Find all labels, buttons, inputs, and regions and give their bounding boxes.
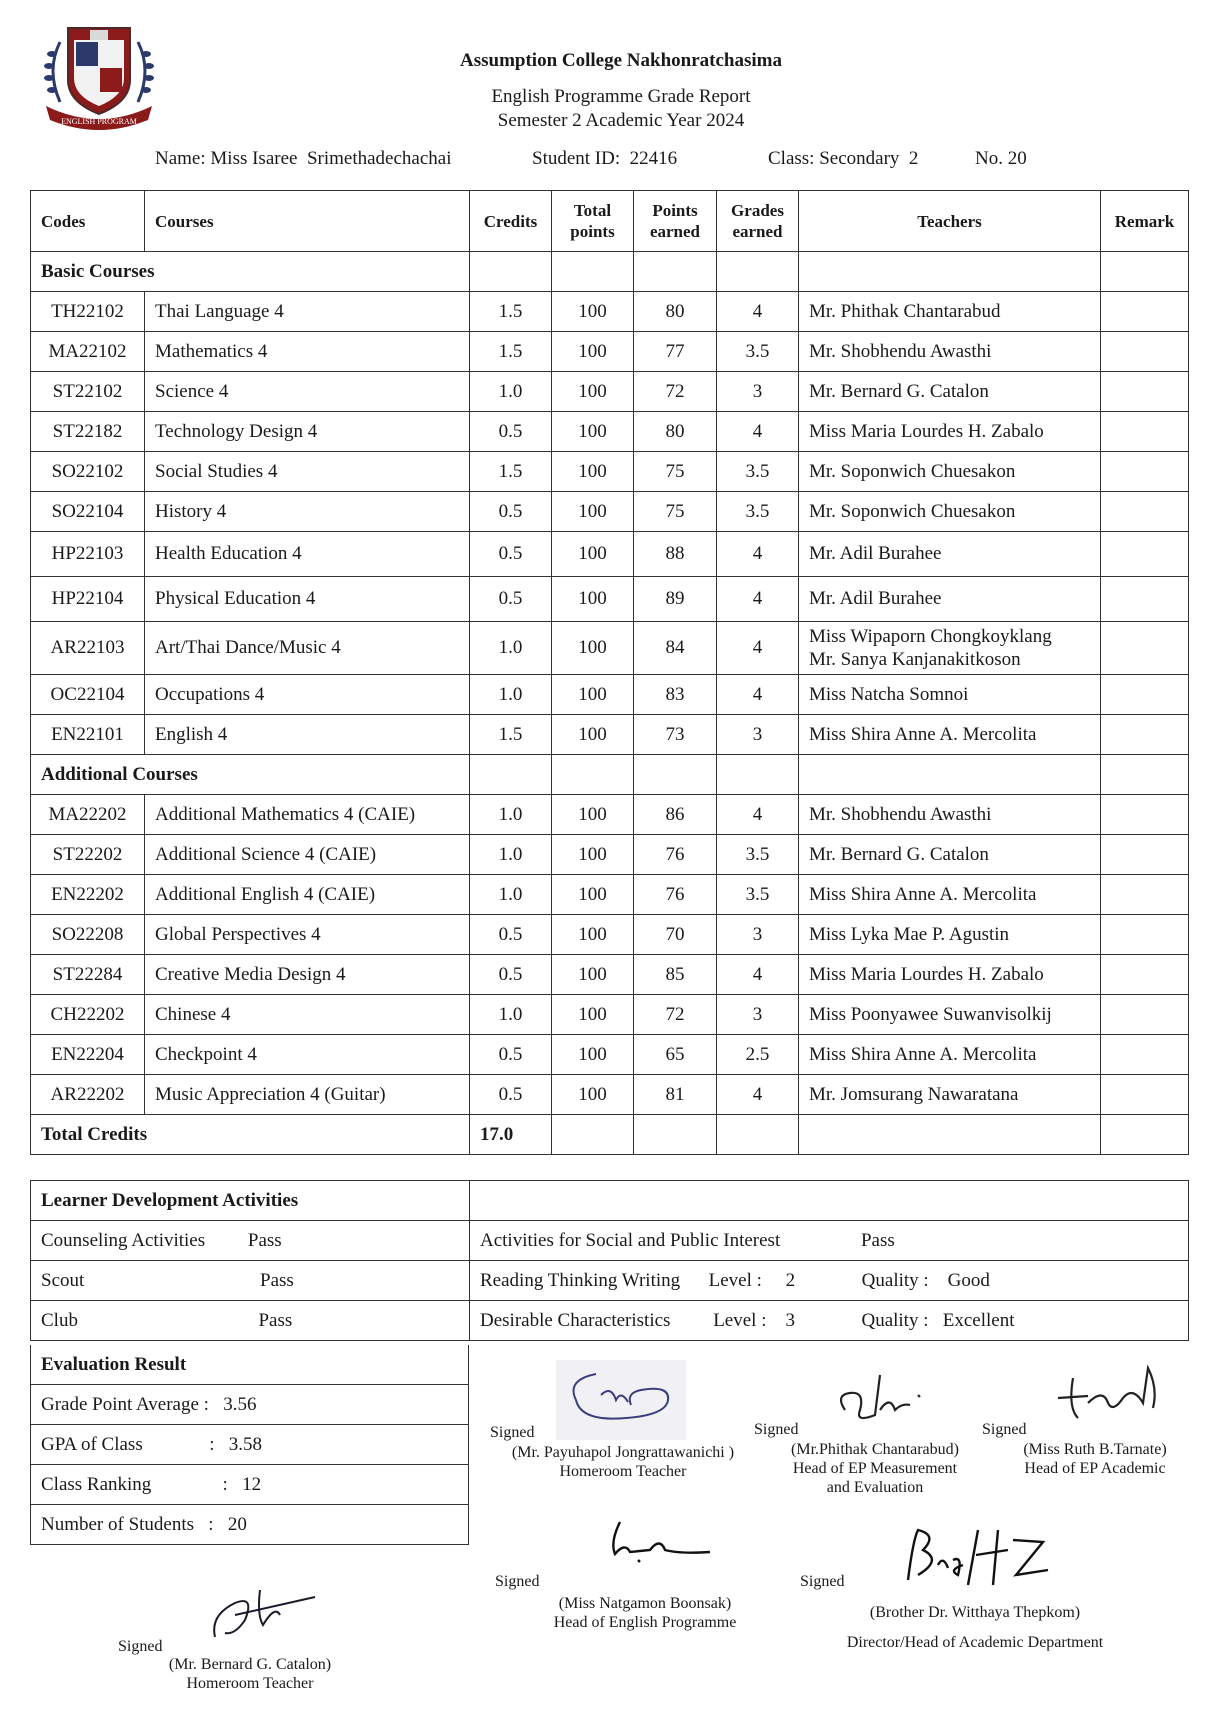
table-row xyxy=(31,292,1189,332)
course-total: 100 xyxy=(552,412,634,452)
course-remark xyxy=(1101,292,1189,332)
course-total: 100 xyxy=(552,292,634,332)
school-name: Assumption College Nakhonratchasima xyxy=(460,50,782,71)
header-remark: Remark xyxy=(1101,191,1189,252)
course-total: 100 xyxy=(552,577,634,622)
course-grade: 4 xyxy=(717,1075,799,1115)
course-teacher: Miss Lyka Mae P. Agustin xyxy=(799,915,1101,955)
course-total: 100 xyxy=(552,532,634,577)
course-total: 100 xyxy=(552,1035,634,1075)
course-credits: 1.0 xyxy=(470,675,552,715)
list-item xyxy=(31,1221,1189,1261)
student-class: Class: Secondary 2 xyxy=(768,148,919,169)
course-teacher: Miss Shira Anne A. Mercolita xyxy=(799,1035,1101,1075)
signature-ep-measurement xyxy=(830,1365,940,1435)
course-remark xyxy=(1101,332,1189,372)
course-teacher: Mr. Adil Burahee xyxy=(799,577,1101,622)
course-grade: 3 xyxy=(717,915,799,955)
course-points: 73 xyxy=(634,715,717,755)
course-grade: 3.5 xyxy=(717,332,799,372)
signature-homeroom-2 xyxy=(205,1575,325,1645)
course-remark xyxy=(1101,675,1189,715)
course-teacher: Mr. Bernard G. Catalon xyxy=(799,372,1101,412)
signature-director xyxy=(898,1520,1078,1590)
course-name: Technology Design 4 xyxy=(145,412,470,452)
course-code: ST22102 xyxy=(31,372,145,412)
signatory-6: (Mr. Bernard G. Catalon) Homeroom Teacher xyxy=(168,1656,332,1692)
table-row xyxy=(31,915,1189,955)
header-teachers: Teachers xyxy=(799,191,1101,252)
course-credits: 0.5 xyxy=(470,955,552,995)
course-grade: 3.5 xyxy=(717,492,799,532)
header-grades-earned: Grades earned xyxy=(717,191,799,252)
course-points: 72 xyxy=(634,995,717,1035)
table-row xyxy=(31,532,1189,577)
course-teacher: Mr. Bernard G. Catalon xyxy=(799,835,1101,875)
course-credits: 0.5 xyxy=(470,1075,552,1115)
course-teacher: Mr. Shobhendu Awasthi xyxy=(799,332,1101,372)
course-remark xyxy=(1101,577,1189,622)
course-points: 89 xyxy=(634,577,717,622)
course-total: 100 xyxy=(552,915,634,955)
course-remark xyxy=(1101,955,1189,995)
course-grade: 3.5 xyxy=(717,452,799,492)
course-remark xyxy=(1101,835,1189,875)
course-points: 85 xyxy=(634,955,717,995)
course-credits: 0.5 xyxy=(470,532,552,577)
activity-left: Scout Pass xyxy=(31,1261,470,1301)
section-row-basic xyxy=(31,252,1189,292)
course-name: Thai Language 4 xyxy=(145,292,470,332)
course-points: 76 xyxy=(634,875,717,915)
course-code: SO22104 xyxy=(31,492,145,532)
course-credits: 1.5 xyxy=(470,715,552,755)
activity-right: Activities for Social and Public Interest Pass xyxy=(470,1221,1189,1261)
course-code: AR22202 xyxy=(31,1075,145,1115)
signatory-2: (Mr.Phithak Chantarabud) Head of EP Measurement and Evaluation xyxy=(791,1441,959,1496)
signed-label: Signed xyxy=(800,1573,845,1590)
course-remark xyxy=(1101,915,1189,955)
table-row xyxy=(31,492,1189,532)
course-remark xyxy=(1101,622,1189,675)
signature-homeroom-1 xyxy=(556,1360,686,1440)
gpa-value: Grade Point Average : 3.56 xyxy=(31,1385,469,1425)
course-grade: 3 xyxy=(717,372,799,412)
student-id: Student ID: 22416 xyxy=(532,148,678,169)
course-teacher: Mr. Adil Burahee xyxy=(799,532,1101,577)
course-name: Mathematics 4 xyxy=(145,332,470,372)
course-grade: 4 xyxy=(717,412,799,452)
course-total: 100 xyxy=(552,875,634,915)
course-points: 70 xyxy=(634,915,717,955)
course-total: 100 xyxy=(552,955,634,995)
course-code: HP22103 xyxy=(31,532,145,577)
course-name: Art/Thai Dance/Music 4 xyxy=(145,622,470,675)
signatory-5: (Brother Dr. Witthaya Thepkom) Director/Head of Academic Department xyxy=(846,1604,1104,1651)
learner-activities-table xyxy=(30,1180,1189,1341)
course-total: 100 xyxy=(552,332,634,372)
student-name: Name: Miss Isaree Srimethadechachai xyxy=(155,148,452,169)
report-title: English Programme Grade Report xyxy=(491,86,751,107)
table-row xyxy=(31,622,1189,675)
course-points: 83 xyxy=(634,675,717,715)
course-teacher: Miss Shira Anne A. Mercolita xyxy=(799,715,1101,755)
course-points: 65 xyxy=(634,1035,717,1075)
course-name: Creative Media Design 4 xyxy=(145,955,470,995)
course-total: 100 xyxy=(552,795,634,835)
course-credits: 1.0 xyxy=(470,622,552,675)
semester-line: Semester 2 Academic Year 2024 xyxy=(497,110,745,131)
course-grade: 4 xyxy=(717,955,799,995)
course-total: 100 xyxy=(552,675,634,715)
course-name: History 4 xyxy=(145,492,470,532)
course-grade: 3 xyxy=(717,715,799,755)
course-code: MA22202 xyxy=(31,795,145,835)
course-credits: 1.0 xyxy=(470,372,552,412)
course-code: EN22204 xyxy=(31,1035,145,1075)
course-grade: 4 xyxy=(717,622,799,675)
course-total: 100 xyxy=(552,622,634,675)
signatory-4: (Miss Natgamon Boonsak) Head of English Programme xyxy=(553,1595,737,1631)
table-row xyxy=(31,1075,1189,1115)
course-points: 84 xyxy=(634,622,717,675)
course-remark xyxy=(1101,532,1189,577)
course-credits: 1.0 xyxy=(470,835,552,875)
course-name: Occupations 4 xyxy=(145,675,470,715)
course-code: SO22208 xyxy=(31,915,145,955)
course-points: 75 xyxy=(634,492,717,532)
course-code: ST22202 xyxy=(31,835,145,875)
table-row xyxy=(31,577,1189,622)
header-codes: Codes xyxy=(31,191,145,252)
course-points: 72 xyxy=(634,372,717,412)
table-row xyxy=(31,715,1189,755)
course-credits: 1.5 xyxy=(470,332,552,372)
course-code: AR22103 xyxy=(31,622,145,675)
course-remark xyxy=(1101,1035,1189,1075)
course-remark xyxy=(1101,795,1189,835)
signatory-3: (Miss Ruth B.Tarnate) Head of EP Academic xyxy=(1023,1441,1167,1477)
course-teacher: Miss Shira Anne A. Mercolita xyxy=(799,875,1101,915)
course-total: 100 xyxy=(552,372,634,412)
course-teacher: Mr. Phithak Chantarabud xyxy=(799,292,1101,332)
course-code: HP22104 xyxy=(31,577,145,622)
course-grade: 3 xyxy=(717,995,799,1035)
signed-label: Signed xyxy=(495,1573,540,1590)
course-remark xyxy=(1101,412,1189,452)
course-name: Social Studies 4 xyxy=(145,452,470,492)
table-row xyxy=(31,332,1189,372)
course-teacher: Miss Natcha Somnoi xyxy=(799,675,1101,715)
course-credits: 0.5 xyxy=(470,412,552,452)
table-row xyxy=(31,955,1189,995)
signature-head-english xyxy=(600,1512,720,1572)
course-credits: 0.5 xyxy=(470,577,552,622)
signed-label: Signed xyxy=(754,1421,799,1438)
course-credits: 1.5 xyxy=(470,452,552,492)
grades-table xyxy=(30,190,1189,1155)
table-row xyxy=(31,875,1189,915)
table-row xyxy=(31,835,1189,875)
course-credits: 1.0 xyxy=(470,995,552,1035)
course-points: 86 xyxy=(634,795,717,835)
course-total: 100 xyxy=(552,492,634,532)
course-name: Checkpoint 4 xyxy=(145,1035,470,1075)
activity-right: Reading Thinking Writing Level : 2 Quality : Good xyxy=(470,1261,1189,1301)
course-teacher: Miss Maria Lourdes H. Zabalo xyxy=(799,412,1101,452)
course-total: 100 xyxy=(552,835,634,875)
activity-left: Counseling Activities Pass xyxy=(31,1221,470,1261)
course-grade: 2.5 xyxy=(717,1035,799,1075)
course-code: EN22202 xyxy=(31,875,145,915)
course-credits: 0.5 xyxy=(470,1035,552,1075)
gpa-class-value: GPA of Class : 3.58 xyxy=(31,1425,469,1465)
total-credits-row xyxy=(31,1115,1189,1155)
table-row xyxy=(31,675,1189,715)
course-grade: 4 xyxy=(717,577,799,622)
signed-label: Signed xyxy=(118,1638,163,1655)
course-credits: 1.0 xyxy=(470,875,552,915)
course-name: Additional Science 4 (CAIE) xyxy=(145,835,470,875)
course-teacher: Miss Wipaporn Chongkoyklang Mr. Sanya Kanjanakitkoson xyxy=(799,622,1101,675)
course-points: 75 xyxy=(634,452,717,492)
course-remark xyxy=(1101,492,1189,532)
course-code: MA22102 xyxy=(31,332,145,372)
course-grade: 3.5 xyxy=(717,835,799,875)
logo-banner-text: ENGLISH PROGRAM xyxy=(61,117,137,126)
course-teacher: Mr. Soponwich Chuesakon xyxy=(799,492,1101,532)
course-code: OC22104 xyxy=(31,675,145,715)
evaluation-table xyxy=(30,1345,469,1545)
course-points: 80 xyxy=(634,412,717,452)
course-credits: 1.5 xyxy=(470,292,552,332)
header-points-earned: Points earned xyxy=(634,191,717,252)
course-remark xyxy=(1101,715,1189,755)
course-points: 81 xyxy=(634,1075,717,1115)
evaluation-title: Evaluation Result xyxy=(31,1345,469,1385)
number-students-value: Number of Students : 20 xyxy=(31,1505,469,1545)
course-name: Health Education 4 xyxy=(145,532,470,577)
course-name: Science 4 xyxy=(145,372,470,412)
course-total: 100 xyxy=(552,1075,634,1115)
course-total: 100 xyxy=(552,715,634,755)
activity-left: Club Pass xyxy=(31,1301,470,1341)
course-code: EN22101 xyxy=(31,715,145,755)
course-name: Physical Education 4 xyxy=(145,577,470,622)
section-title-basic: Basic Courses xyxy=(31,252,470,292)
table-row xyxy=(31,452,1189,492)
course-total: 100 xyxy=(552,995,634,1035)
signature-ep-academic xyxy=(1048,1358,1168,1428)
table-header-row xyxy=(31,191,1189,252)
course-code: CH22202 xyxy=(31,995,145,1035)
table-row xyxy=(31,995,1189,1035)
course-points: 77 xyxy=(634,332,717,372)
header-courses: Courses xyxy=(145,191,470,252)
course-total: 100 xyxy=(552,452,634,492)
course-code: ST22284 xyxy=(31,955,145,995)
course-name: Chinese 4 xyxy=(145,995,470,1035)
course-code: TH22102 xyxy=(31,292,145,332)
activity-right: Desirable Characteristics Level : 3 Quality : Excellent xyxy=(470,1301,1189,1341)
course-grade: 3.5 xyxy=(717,875,799,915)
course-teacher: Miss Poonyawee Suwanvisolkij xyxy=(799,995,1101,1035)
course-teacher: Mr. Jomsurang Nawaratana xyxy=(799,1075,1101,1115)
course-name: Music Appreciation 4 (Guitar) xyxy=(145,1075,470,1115)
header-total-points: Total points xyxy=(552,191,634,252)
course-grade: 4 xyxy=(717,795,799,835)
lda-title: Learner Development Activities xyxy=(31,1181,470,1221)
course-grade: 4 xyxy=(717,292,799,332)
course-points: 76 xyxy=(634,835,717,875)
section-row-additional xyxy=(31,755,1189,795)
class-ranking-value: Class Ranking : 12 xyxy=(31,1465,469,1505)
course-remark xyxy=(1101,875,1189,915)
course-remark xyxy=(1101,1075,1189,1115)
total-credits-label: Total Credits xyxy=(31,1115,470,1155)
table-row xyxy=(31,795,1189,835)
course-points: 88 xyxy=(634,532,717,577)
total-credits-value: 17.0 xyxy=(470,1115,552,1155)
course-points: 80 xyxy=(634,292,717,332)
table-row xyxy=(31,372,1189,412)
course-name: Global Perspectives 4 xyxy=(145,915,470,955)
course-credits: 0.5 xyxy=(470,492,552,532)
course-remark xyxy=(1101,452,1189,492)
course-credits: 1.0 xyxy=(470,795,552,835)
header-credits: Credits xyxy=(470,191,552,252)
course-credits: 0.5 xyxy=(470,915,552,955)
section-title-additional: Additional Courses xyxy=(31,755,470,795)
course-name: Additional Mathematics 4 (CAIE) xyxy=(145,795,470,835)
table-row xyxy=(31,1035,1189,1075)
signed-label: Signed xyxy=(982,1421,1027,1438)
list-item xyxy=(31,1261,1189,1301)
course-grade: 4 xyxy=(717,532,799,577)
signatory-1: (Mr. Payuhapol Jongrattawanichi ) Homeroom Teacher xyxy=(511,1444,735,1480)
course-code: ST22182 xyxy=(31,412,145,452)
course-teacher: Miss Maria Lourdes H. Zabalo xyxy=(799,955,1101,995)
course-teacher: Mr. Shobhendu Awasthi xyxy=(799,795,1101,835)
course-remark xyxy=(1101,372,1189,412)
list-item xyxy=(31,1301,1189,1341)
course-grade: 4 xyxy=(717,675,799,715)
student-number: No. 20 xyxy=(975,148,1027,169)
course-remark xyxy=(1101,995,1189,1035)
signed-label: Signed xyxy=(490,1424,535,1441)
course-name: English 4 xyxy=(145,715,470,755)
course-name: Additional English 4 (CAIE) xyxy=(145,875,470,915)
course-teacher: Mr. Soponwich Chuesakon xyxy=(799,452,1101,492)
table-row xyxy=(31,412,1189,452)
course-code: SO22102 xyxy=(31,452,145,492)
